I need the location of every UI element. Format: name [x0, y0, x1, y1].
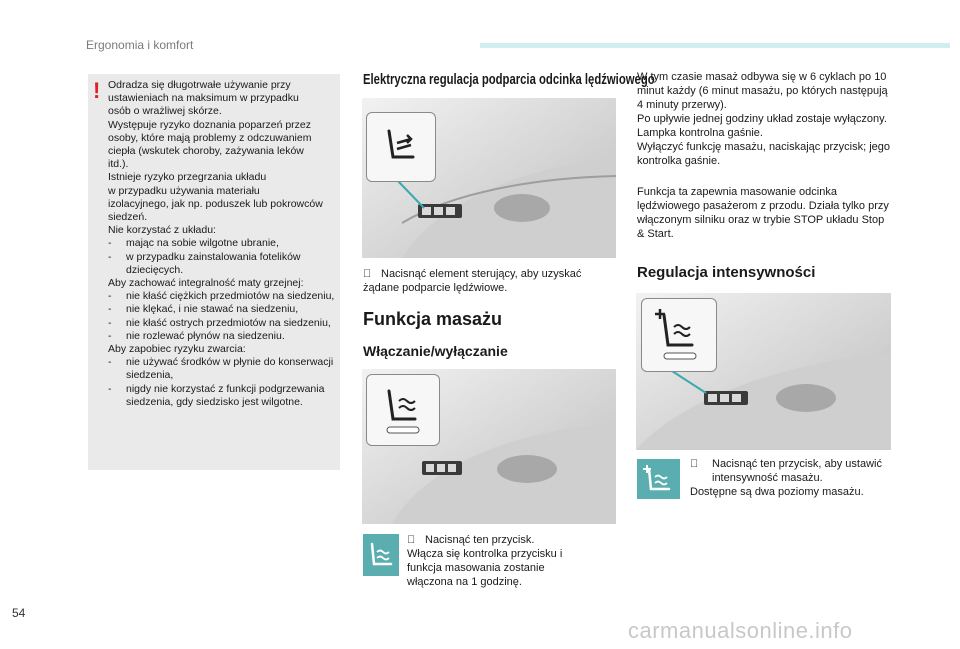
bullet-marker-icon: [690, 457, 712, 471]
warning-line: Występuje ryzyko doznania poparzeń przez: [108, 118, 312, 131]
warning-list-item: - nie rozlewać płynów na siedzeniu.: [108, 329, 285, 342]
warning-line: izolacyjnego, jak np. poduszek lub pokrowców: [108, 197, 323, 210]
warning-line: itd.).: [108, 158, 129, 171]
lumbar-instruction: [363, 267, 615, 295]
massage-function-paragraph: Funkcja ta zapewnia masowanie odcinka lędźwiowego pasażerom z przodu. Działa tylko przy włączonym silniku oraz w trybie STOP układu Stop & Start.: [637, 186, 889, 240]
warning-line: Aby zachować integralność maty grzejnej:: [108, 277, 304, 290]
intensity-heading: Regulacja intensywności: [637, 264, 816, 281]
header-accent-bar: [480, 43, 950, 48]
massage-result-text: Włącza się kontrolka przycisku i funkcja masowania zostanie włączona na 1 godzinę.: [407, 548, 563, 588]
massage-press-text: [407, 533, 587, 589]
warning-line: ciepła (wskutek choroby, zażywania leków: [108, 145, 304, 158]
watermark: carmanualsonline.info: [628, 618, 853, 643]
section-title: Ergonomia i komfort: [86, 38, 194, 52]
massage-press-line: Nacisnąć ten przycisk.: [407, 533, 587, 547]
massage-cycle-paragraph: W tym czasie masaż odbywa się w 6 cyklach po 10 minut każdy (6 minut masażu, po których następują 4 minuty przerwy).: [637, 71, 888, 111]
warning-list-item: - mając na sobie wilgotne ubranie,: [108, 237, 279, 250]
intensity-symbol-icon: [637, 459, 680, 499]
warning-line: ustawieniach na maksimum w przypadku: [108, 92, 299, 105]
warning-list-item: - w przypadku zainstalowania fotelików dziecięcych.: [108, 250, 301, 276]
bullet-marker-icon: [363, 267, 381, 281]
warning-line: siedzeń.: [108, 211, 148, 224]
massage-heading: Funkcja masażu: [363, 309, 503, 329]
intensity-press-text: [690, 457, 890, 499]
warning-list-item: - nie kłaść ostrych przedmiotów na siedzeniu,: [108, 316, 331, 329]
massage-teal-icon: [363, 534, 399, 576]
massage-intensity-icon: [642, 299, 716, 371]
intensity-button-icon-box: [641, 298, 717, 372]
page-number: 54: [12, 606, 26, 620]
warning-line: Nie korzystać z układu:: [108, 224, 216, 237]
warning-text: [108, 79, 340, 409]
warning-line: w przypadku używania materiału: [108, 184, 260, 197]
lumbar-heading: Elektryczna regulacja podparcia odcinka lędźwiowego: [363, 72, 655, 88]
right-column-text: [637, 70, 893, 168]
warning-list-item: - nie używać środków w płynie do konserwacji siedzenia,: [108, 356, 334, 382]
massage-off-paragraph: Po upływie jednej godziny układ zostaje wyłączony. Lampka kontrolna gaśnie.: [637, 113, 887, 139]
warning-list-item: - nigdy nie korzystać z funkcji podgrzewania siedzenia, gdy siedzisko jest wilgotne.: [108, 382, 325, 408]
warning-line: osoby, które mają problemy z odczuwaniem: [108, 131, 312, 144]
warning-line: Aby zapobiec ryzyku zwarcia:: [108, 343, 246, 356]
massage-seat-icon: [367, 375, 439, 445]
lumbar-instruction-text: Nacisnąć element sterujący, aby uzyskać żądane podparcie lędźwiowe.: [363, 268, 582, 294]
warning-list-item: - nie kłaść ciężkich przedmiotów na siedzeniu,: [108, 290, 335, 303]
bullet-marker-icon: [407, 533, 425, 547]
lumbar-control-icon-box: [366, 112, 436, 182]
warning-line: Istnieje ryzyko przegrzania układu: [108, 171, 267, 184]
intensity-levels-text: Dostępne są dwa poziomy masażu.: [690, 486, 864, 498]
warning-line: Odradza się długotrwałe używanie przy: [108, 79, 291, 91]
lumbar-seat-icon: [367, 113, 435, 181]
intensity-press-line: Nacisnąć ten przycisk, aby ustawić intensywność masażu.: [690, 457, 890, 485]
massage-disable-paragraph: Wyłączyć funkcję masażu, naciskając przycisk; jego kontrolka gaśnie.: [637, 141, 890, 167]
warning-list-item: - nie klękać, i nie stawać na siedzeniu,: [108, 303, 299, 316]
massage-subheading: Włączanie/wyłączanie: [363, 343, 508, 359]
massage-symbol-icon: [363, 534, 399, 576]
warning-exclamation-icon: !: [93, 78, 101, 103]
intensity-teal-icon: [637, 459, 680, 499]
warning-line: osób o wrażliwej skórze.: [108, 105, 222, 118]
massage-button-icon-box: [366, 374, 440, 446]
